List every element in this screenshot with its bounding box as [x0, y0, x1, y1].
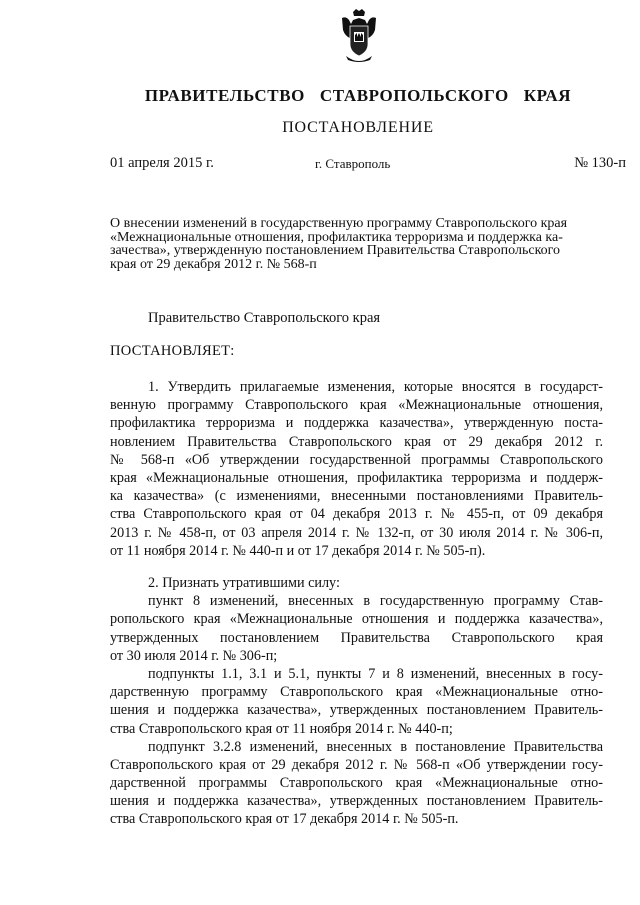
subject-line: края от 29 декабря 2012 г. № 568-п [110, 256, 317, 272]
document-city: г. Ставрополь [315, 156, 391, 171]
coat-of-arms-icon [340, 8, 378, 64]
paragraph-line: Ставропольского края от 29 декабря 2012 г. № 568-п «Об утверждении госу- [110, 756, 603, 773]
government-title: ПРАВИТЕЛЬСТВО СТАВРОПОЛЬСКОГО КРАЯ [144, 86, 572, 105]
paragraph-line: № 568-п «Об утверждении государственной программы Ставропольского [110, 451, 603, 468]
paragraph-line: 2. Признать утратившими силу: [148, 575, 340, 591]
paragraph-line: ства Ставропольского края от 11 ноября 2014 г. № 440-п; [110, 720, 453, 737]
paragraph-line: от 30 июля 2014 г. № 306-п; [110, 647, 278, 664]
paragraph-line: новлением Правительства Ставропольского края от 29 декабря 2012 г. [110, 433, 603, 450]
issuing-authority: Правительство Ставропольского края [148, 310, 381, 326]
subject-line: зачества», утвержденную постановлением Правительства Ставропольского [110, 243, 561, 258]
subject-line: «Межнациональные отношения, профилактика терроризма и поддержка ка- [110, 229, 563, 245]
paragraph-line: шения и поддержка казачества», утвержденных постановлением Правитель- [110, 793, 603, 810]
paragraph-line: профилактика терроризма и поддержка казачества», утвержденную поста- [110, 415, 603, 432]
document-date: 01 апреля 2015 г. [110, 155, 214, 171]
document-meta [110, 155, 626, 175]
item-1-paragraph [110, 378, 603, 560]
paragraph-line: пункт 8 изменений, внесенных в государственную программу Став- [148, 593, 603, 610]
paragraph-line: края «Межнациональные отношения, профилактика терроризма и поддерж- [110, 469, 603, 486]
paragraph-line: 2013 г. № 458-п, от 03 апреля 2014 г. № 132-п, от 30 июля 2014 г. № 306-п, [110, 524, 603, 541]
paragraph-line: от 11 ноября 2014 г. № 440-п и от 17 декабря 2014 г. № 505-п). [110, 542, 486, 559]
paragraph-line: утвержденных постановлением Правительства Ставропольского края [110, 629, 603, 646]
paragraph-line: ства Ставропольского края от 17 декабря 2014 г. № 505-п. [110, 811, 459, 828]
resolves-heading: ПОСТАНОВЛЯЕТ: [110, 343, 235, 359]
paragraph-line: ка казачества» (с изменениями, внесенными постановлениями Правитель- [110, 488, 603, 505]
paragraph-line: дарственную программу Ставропольского края «Межнациональные отно- [110, 684, 603, 701]
paragraph-line: ропольского края «Межнациональные отношения и поддержка казачества», [110, 611, 603, 628]
paragraph-line: венную программу Ставропольского края «Межнациональные отношения, [110, 397, 603, 414]
document-type: ПОСТАНОВЛЕНИЕ [282, 119, 434, 136]
paragraph-line: подпункт 3.2.8 изменений, внесенных в постановление Правительства [148, 738, 603, 755]
document-number: № 130-п [574, 155, 626, 171]
item-2-paragraph [110, 574, 603, 829]
paragraph-line: дарственной программы Ставропольского края «Межнациональные отно- [110, 775, 603, 792]
paragraph-line: 1. Утвердить прилагаемые изменения, которые вносятся в государст- [148, 379, 603, 395]
document-subject [110, 217, 603, 271]
paragraph-line: ства Ставропольского края от 04 декабря 2013 г. № 455-п, от 09 декабря [110, 506, 603, 523]
subject-line: О внесении изменений в государственную программу Ставропольского края [110, 216, 568, 231]
paragraph-line: шения и поддержка казачества», утвержденных постановлением Правитель- [110, 702, 603, 719]
paragraph-line: подпункты 1.1, 3.1 и 5.1, пункты 7 и 8 изменений, внесенных в госу- [148, 665, 603, 682]
